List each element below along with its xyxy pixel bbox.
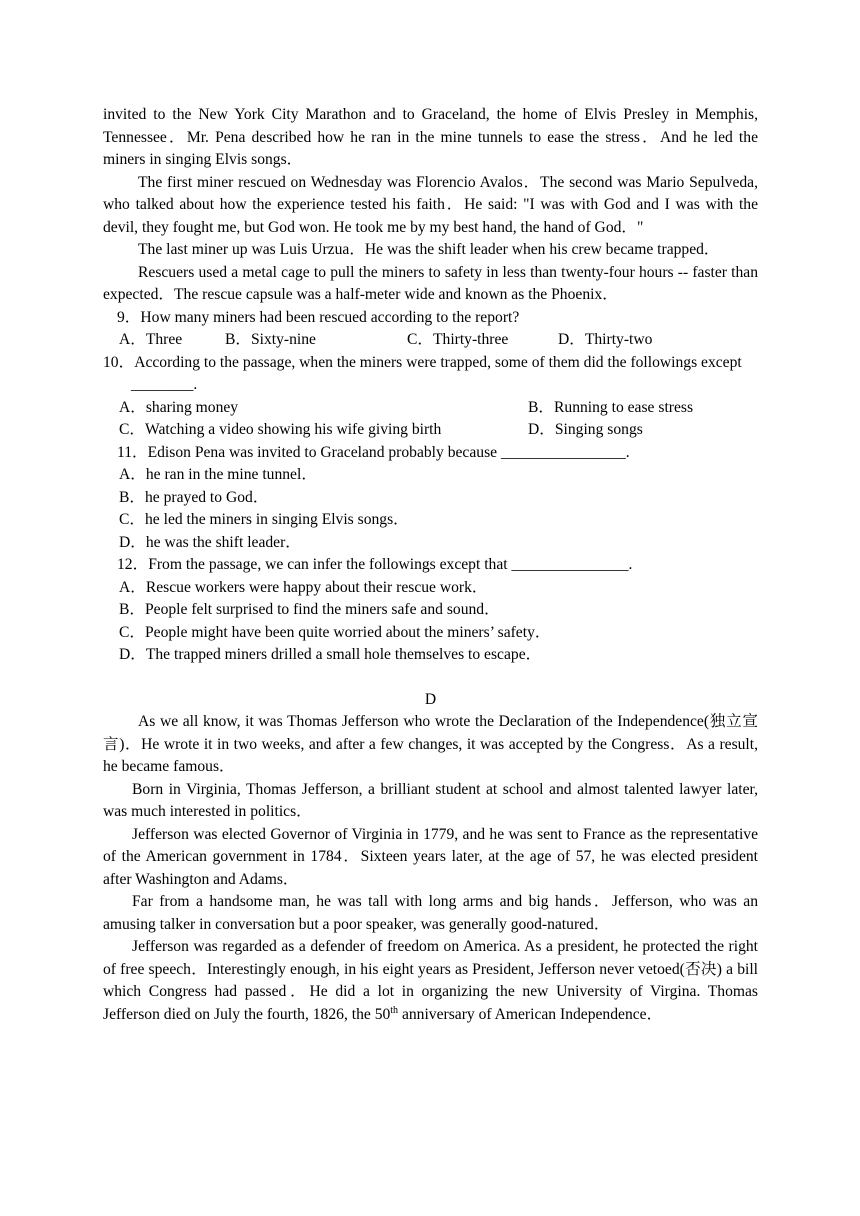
question-12-stem: 12．From the passage, we can infer the followings except that _______________. xyxy=(117,556,633,573)
question-11 xyxy=(103,442,758,555)
passage-d-paragraph-5-text: Jefferson was regarded as a defender of freedom on America. As a president, he protected the right of free speech．Interestingly enough, in his eight years as President, Jefferson never vetoed(否决) a bill which Congress had passed．He did a lot in organizing the new University of Virgina. Thomas Jefferson died on July the fourth, 1826, the 50 xyxy=(103,938,758,1023)
question-12-option-b: B．People felt surprised to find the miners safe and sound． xyxy=(119,601,500,618)
question-9 xyxy=(103,307,758,352)
passage-d-paragraph-1: As we all know, it was Thomas Jefferson who wrote the Declaration of the Independence(独立宣言)．He wrote it in two weeks, and after a few changes, it was accepted by the Congress．As a result, he became famous． xyxy=(103,713,758,775)
question-12-option-a: A．Rescue workers were happy about their rescue work． xyxy=(119,578,488,596)
question-10-option-c: C．Watching a video showing his wife giving birth xyxy=(119,421,442,438)
question-10-stem: 10．According to the passage, when the miners were trapped, some of them did the followings except ________. xyxy=(103,353,742,393)
question-11-option-c: C．he led the miners in singing Elvis songs． xyxy=(119,511,409,528)
question-10-option-d: D．Singing songs xyxy=(528,421,643,438)
passage-c-paragraph-2: The first miner rescued on Wednesday was Florencio Avalos．The second was Mario Sepulveda, who talked about how the experience tested his faith．He said: "I was with God and I was with the devil, they fought me, but God won. He took me by my best hand, the hand of God．" xyxy=(103,173,758,236)
question-10-options-row-1 xyxy=(103,397,758,420)
question-10-options-row-2 xyxy=(103,419,758,442)
passage-d-paragraph-2: Born in Virginia, Thomas Jefferson, a brilliant student at school and almost talented lawyer later, was much interested in politics． xyxy=(103,780,758,820)
passage-d-heading: D xyxy=(424,690,437,708)
question-9-option-d: D．Thirty-two xyxy=(558,331,653,348)
question-9-options xyxy=(103,329,758,352)
passage-c-paragraph-3: The last miner up was Luis Urzua．He was the shift leader when his crew became trapped． xyxy=(138,241,720,258)
question-11-option-b: B．he prayed to God． xyxy=(119,488,269,506)
passage-c-paragraph-4: Rescuers used a metal cage to pull the miners to safety in less than twenty-four hours -- faster than expected．The rescue capsule was a half-meter wide and known as the Phoenix． xyxy=(103,263,758,303)
question-9-option-a: A．Three xyxy=(119,331,183,348)
question-10-option-b: B．Running to ease stress xyxy=(528,398,694,416)
passage-d-paragraph-4: Far from a handsome man, he was tall with long arms and big hands．Jefferson, who was an amusing talker in conversation but a poor speaker, was generally good-natured． xyxy=(103,893,758,933)
question-11-option-d: D．he was the shift leader． xyxy=(119,533,301,551)
question-9-stem: 9．How many miners had been rescued according to the report? xyxy=(117,308,520,326)
passage-d-paragraph-5 xyxy=(103,936,758,1026)
passage-c-paragraph-1: invited to the New York City Marathon and to Graceland, the home of Elvis Presley in Memphis, Tennessee．Mr. Pena described how he ran in the mine tunnels to ease the stress．And he led the miners in singing Elvis songs． xyxy=(103,106,758,168)
question-12 xyxy=(103,554,758,667)
document-content xyxy=(103,104,758,1026)
passage-d-paragraph-5-text-end: anniversary of American Independence． xyxy=(398,1005,663,1023)
question-9-option-b: B．Sixty-nine xyxy=(225,331,316,348)
question-11-option-a: A．he ran in the mine tunnel． xyxy=(119,466,317,483)
question-12-option-d: D．The trapped miners drilled a small hole themselves to escape． xyxy=(119,646,542,663)
question-10 xyxy=(103,352,758,442)
question-10-option-a: A．sharing money xyxy=(119,398,239,416)
ordinal-suffix: th xyxy=(390,1004,399,1016)
passage-d-paragraph-3: Jefferson was elected Governor of Virginia in 1779, and he was sent to France as the representative of the American government in 1784．Sixteen years later, at the age of 57, he was elected president after Washington and Adams． xyxy=(103,825,758,888)
question-11-stem: 11．Edison Pena was invited to Graceland probably because ________________. xyxy=(117,443,630,461)
question-9-option-c: C．Thirty-three xyxy=(407,331,509,348)
question-12-option-c: C．People might have been quite worried about the miners’ safety． xyxy=(119,623,551,641)
